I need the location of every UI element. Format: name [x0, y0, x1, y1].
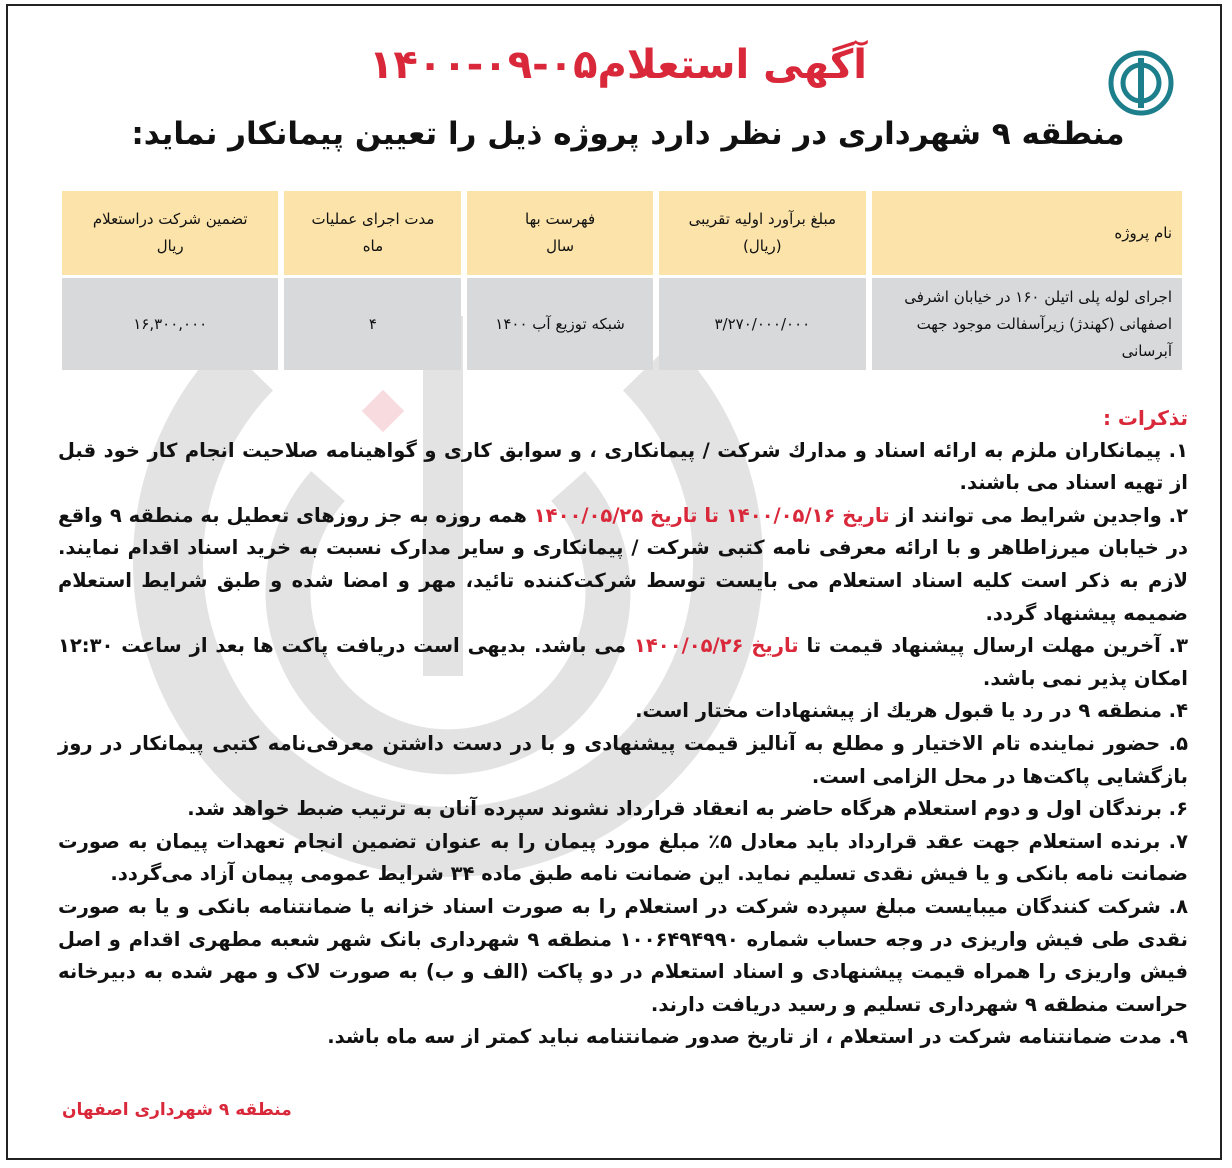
- footer-signature: منطقه ۹ شهرداری اصفهان: [62, 1100, 292, 1120]
- notes-heading: تذکرات :: [1102, 406, 1188, 430]
- column-header-label: مبلغ برآورد اولیه تقریبی: [688, 210, 837, 228]
- notice-title: آگهی استعلام۰۵-۰۹-۱۴۰۰: [369, 42, 867, 88]
- notice-frame: [6, 4, 1222, 1160]
- note-8: ۸. شرکت کنندگان میبایست مبلغ سپرده شرکت در استعلام را به صورت اسناد خزانه یا ضمانتنامه بانکی و یا به صورت نقدی طی فیش واریزی در وجه حساب شماره ۱۰۰۶۴۹۴۹۹۰ منطقه ۹ شهرداری بانک شهر شعبه مطهری اقدام و اصل فیش واریزی را همراه قیمت پیشنهادی و اسناد استعلام در دو پاکت (الف و ب) به صورت لاک و مهر شده به دبیرخانه حراست منطقه ۹ شهرداری تسلیم و رسید دریافت دارند.: [58, 894, 1188, 1016]
- cell-price-list: شبکه توزیع آب ۱۴۰۰: [467, 278, 652, 370]
- column-header-estimate: [659, 191, 866, 275]
- note-6: ۶. برندگان اول و دوم استعلام هرگاه حاضر به انعقاد قرارداد نشوند سپرده آنان به ترتیب ضبط خواهد شد.: [187, 797, 1188, 821]
- column-header-label: فهرست بها: [525, 210, 596, 228]
- column-header-unit: سال: [546, 237, 575, 255]
- column-header-label: تضمین شرکت دراستعلام: [92, 210, 248, 228]
- column-header-unit: ریال: [156, 237, 184, 255]
- cell-guarantee: ۱۶,۳۰۰,۰۰۰: [62, 278, 278, 370]
- note-text: تا: [704, 503, 719, 527]
- note-5: ۵. حضور نماینده تام الاختیار و مطلع به آنالیز قیمت پیشنهادی و با در دست داشتن معرفی‌نامه کتبی پیمانکار در روز بازگشایی پاکت‌ها در محل الزامی است.: [58, 731, 1188, 788]
- notice-subtitle: منطقه ۹ شهرداری در نظر دارد پروژه ذیل را تعیین پیمانکار نماید:: [131, 116, 1125, 152]
- table-row: [62, 278, 1182, 370]
- project-name-line: اصفهانی (کهندژ) زیرآسفالت موجود جهت آبرسانی: [916, 314, 1172, 360]
- column-header-unit: ماه: [362, 237, 384, 255]
- note-7: ۷. برنده استعلام جهت عقد قرارداد باید معادل ۵٪ مبلغ مورد پیمان را به عنوان تضمین انجام تعهدات پیمان به صورت ضمانت نامه بانکی و یا فیش نقدی تسلیم نماید. این ضمانت نامه طبق ماده ۳۴ شرایط عمومی پیمان آزاد می‌گردد.: [58, 829, 1188, 886]
- column-header-label: مدت اجرای عملیات: [311, 210, 435, 228]
- column-header-price-list: [467, 191, 652, 275]
- cell-project-name: [872, 278, 1182, 370]
- note-date: تاریخ ۱۴۰۰/۰۵/۲۵: [533, 503, 698, 527]
- note-text: می باشد. بدیهی است دریافت پاکت ها بعد از ساعت ۱۲:۳۰ امکان پذیر نمی باشد.: [58, 634, 1188, 690]
- note-date: تاریخ ۱۴۰۰/۰۵/۱۶: [725, 503, 890, 527]
- note-2: [58, 500, 1188, 630]
- note-1: ۱. پیمانکاران ملزم به ارائه اسناد و مدارك شرکت / پیمانکاری ، و سوابق کاری و گواهینامه صلاحیت انجام کار خود قبل از تهیه اسناد می باشند.: [58, 438, 1188, 495]
- note-date: تاریخ ۱۴۰۰/۰۵/۲۶: [634, 634, 799, 658]
- project-table: [56, 188, 1188, 373]
- note-3: [58, 630, 1188, 695]
- table-header-row: [62, 191, 1182, 275]
- column-header-label: نام پروژه: [1114, 223, 1172, 242]
- note-4: ۴. منطقه ۹ در رد یا قبول هریك از پیشنهادات مختار است.: [635, 699, 1188, 723]
- project-name-line: اجرای لوله پلی اتیلن ۱۶۰ در خیابان اشرفی: [904, 287, 1172, 306]
- note-9: ۹. مدت ضمانتنامه شرکت در استعلام ، از تاریخ صدور ضمانتنامه نباید کمتر از سه ماه باشد.: [327, 1025, 1188, 1049]
- notes-section: [58, 402, 1188, 1054]
- column-header-guarantee: [62, 191, 278, 275]
- column-header-project-name: [872, 191, 1182, 275]
- column-header-duration: [284, 191, 461, 275]
- cell-duration: ۴: [284, 278, 461, 370]
- note-text: همه روزه به جز روزهای تعطیل به منطقه ۹ واقع در خیابان میرزاطاهر و با ارائه معرفی نامه کتبی شرکت / پیمانکاری و سایر مدارک نسبت به خرید اسناد اقدام نمایند. لازم به ذکر است کلیه اسناد استعلام می بایست توسط شرکت‌کننده تائید، مهر و امضا شده و طبق شرایط استعلام ضمیمه پیشنهاد گردد.: [58, 503, 1188, 625]
- cell-estimate: ۳/۲۷۰/۰۰۰/۰۰۰: [659, 278, 866, 370]
- column-header-unit: (ریال): [743, 237, 782, 255]
- note-text: ۳. آخرین مهلت ارسال پیشنهاد قیمت تا: [806, 634, 1188, 658]
- note-text: ۲. واجدین شرایط می توانند از: [896, 503, 1188, 527]
- municipality-logo-icon: [1108, 50, 1174, 116]
